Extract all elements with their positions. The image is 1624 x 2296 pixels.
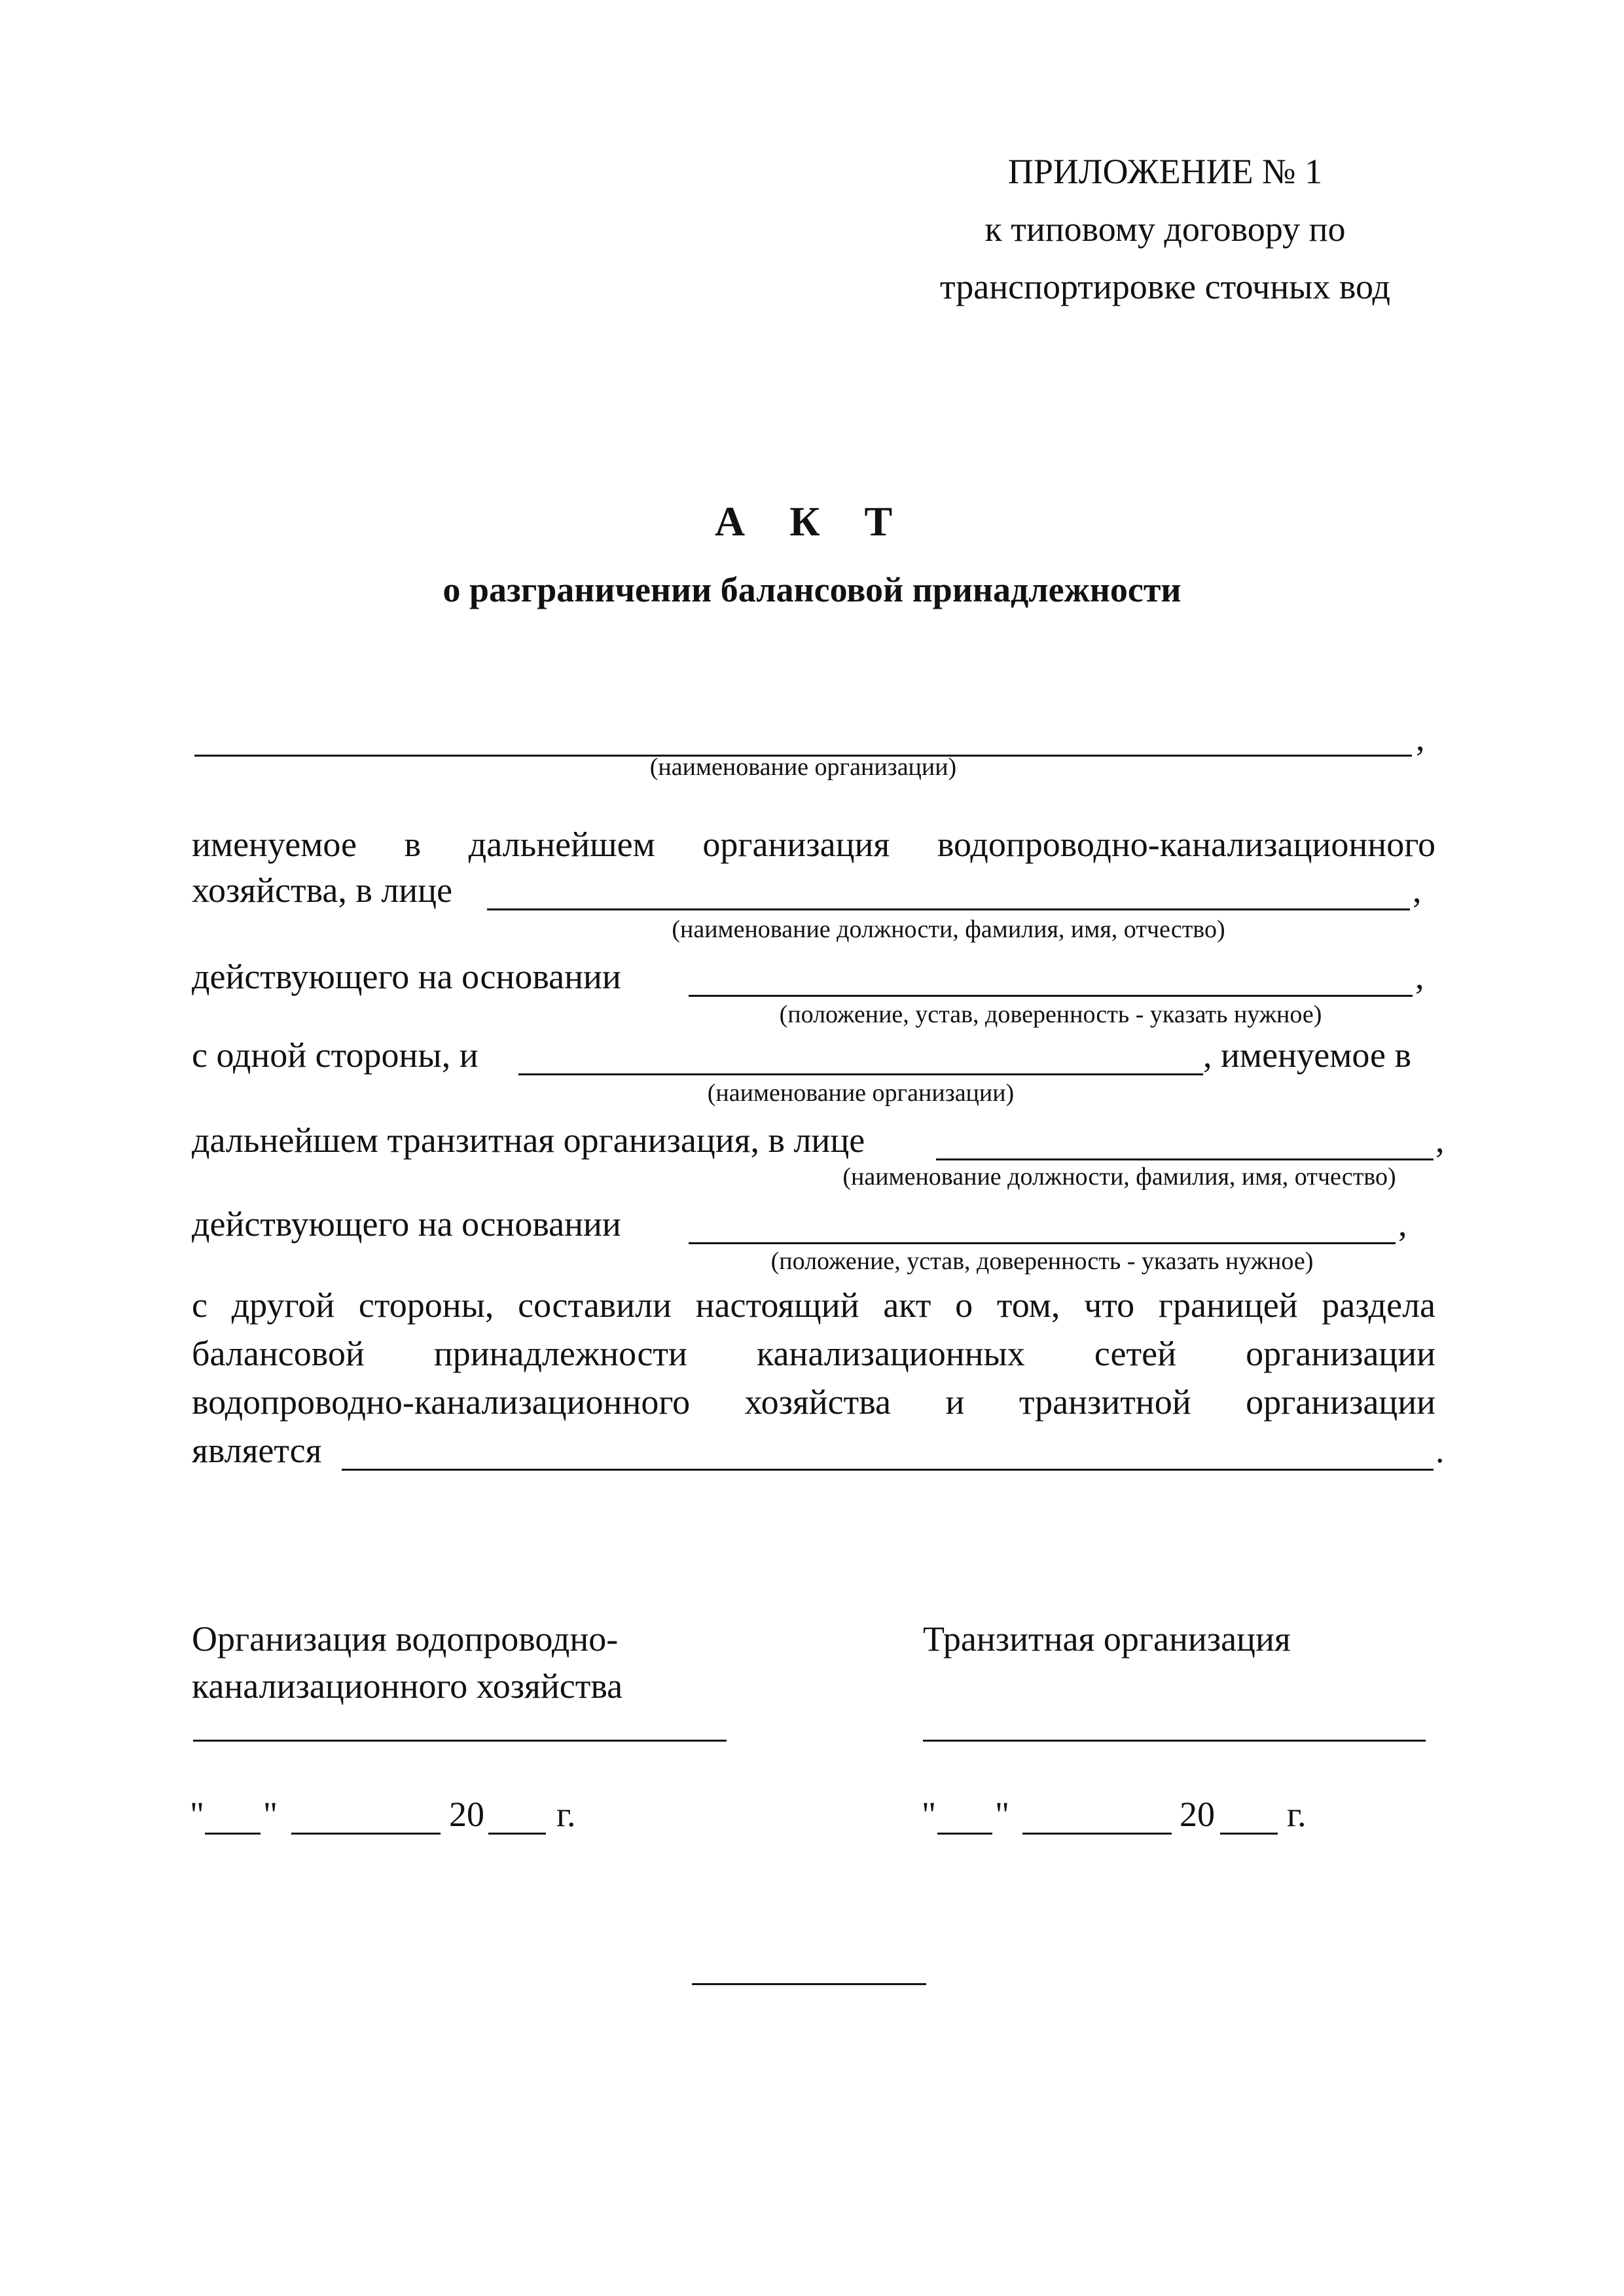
transit-basis-caption: (положение, устав, доверенность - указать нужное)	[770, 1247, 1314, 1275]
paragraph-line: балансовой принадлежности канализационных сетей организации	[192, 1334, 1435, 1373]
org-name-caption: (наименование организации)	[649, 753, 957, 781]
left-signatory-line2: канализационного хозяйства	[192, 1666, 623, 1706]
transit-representative-line[interactable]	[936, 1158, 1434, 1160]
appendix-number: ПРИЛОЖЕНИЕ № 1	[1007, 152, 1323, 191]
right-date-year-suffix: г.	[1287, 1795, 1307, 1834]
right-date-year-line[interactable]	[1220, 1833, 1278, 1835]
appendix-reference: к типовому договору по	[984, 209, 1346, 249]
right-date-month-line[interactable]	[1022, 1833, 1172, 1835]
appendix-contract-name: транспортировке сточных вод	[940, 267, 1390, 306]
basis-line[interactable]	[689, 995, 1413, 997]
paragraph-line: хозяйства, в лице	[192, 870, 453, 910]
left-signatory-line1: Организация водопроводно-	[192, 1619, 619, 1659]
paragraph-line: действующего на основании	[192, 957, 621, 996]
act-title: А К Т	[714, 498, 910, 545]
paragraph-line: , именуемое в	[1203, 1035, 1411, 1075]
paragraph-line: с другой стороны, составили настоящий акт о том, что границей раздела	[192, 1285, 1435, 1325]
left-date-day-line[interactable]	[205, 1833, 261, 1835]
paragraph-line: действующего на основании	[192, 1204, 621, 1244]
transit-representative-caption: (наименование должности, фамилия, имя, отчество)	[842, 1163, 1396, 1191]
comma: ,	[1415, 957, 1424, 996]
right-date-quote-open: "	[922, 1795, 937, 1834]
left-date-quote-open: "	[190, 1795, 205, 1834]
boundary-description-line[interactable]	[342, 1469, 1434, 1471]
paragraph-line: водопроводно-канализационного хозяйства и транзитной организации	[192, 1382, 1435, 1422]
appendix-header	[903, 143, 1427, 315]
period: .	[1435, 1431, 1445, 1470]
comma: ,	[1398, 1204, 1407, 1244]
paragraph-line: является	[192, 1431, 322, 1470]
left-signature-line[interactable]	[193, 1740, 727, 1742]
left-date-year-line[interactable]	[488, 1833, 546, 1835]
left-date-year-prefix: 20	[449, 1795, 484, 1834]
transit-basis-line[interactable]	[689, 1242, 1396, 1244]
act-subtitle: о разграничении балансовой принадлежности	[442, 570, 1182, 609]
representative-caption: (наименование должности, фамилия, имя, отчество)	[672, 916, 1225, 943]
transit-org-caption: (наименование организации)	[707, 1079, 1015, 1107]
comma: ,	[1435, 1121, 1445, 1160]
left-date-quote-close: "	[263, 1795, 278, 1834]
left-signatory	[192, 1615, 623, 1710]
paragraph-line: дальнейшем транзитная организация, в лице	[192, 1121, 865, 1160]
comma: ,	[1413, 870, 1422, 910]
transit-org-name-line[interactable]	[518, 1073, 1203, 1075]
org-comma: ,	[1416, 719, 1425, 758]
basis-caption: (положение, устав, доверенность - указать нужное)	[779, 1001, 1322, 1028]
representative-name-line[interactable]	[487, 908, 1410, 910]
right-signatory	[923, 1615, 1291, 1662]
left-date-year-suffix: г.	[556, 1795, 576, 1834]
left-date-month-line[interactable]	[291, 1833, 441, 1835]
right-date-year-prefix: 20	[1180, 1795, 1215, 1834]
paragraph-line: именуемое в дальнейшем организация водопроводно-канализационного	[192, 825, 1435, 864]
paragraph-line: с одной стороны, и	[192, 1035, 478, 1075]
right-signature-line[interactable]	[923, 1740, 1426, 1742]
closing-divider	[692, 1983, 926, 1985]
right-date-quote-close: "	[995, 1795, 1010, 1834]
right-signatory-line1: Транзитная организация	[923, 1619, 1291, 1659]
right-date-day-line[interactable]	[937, 1833, 992, 1835]
